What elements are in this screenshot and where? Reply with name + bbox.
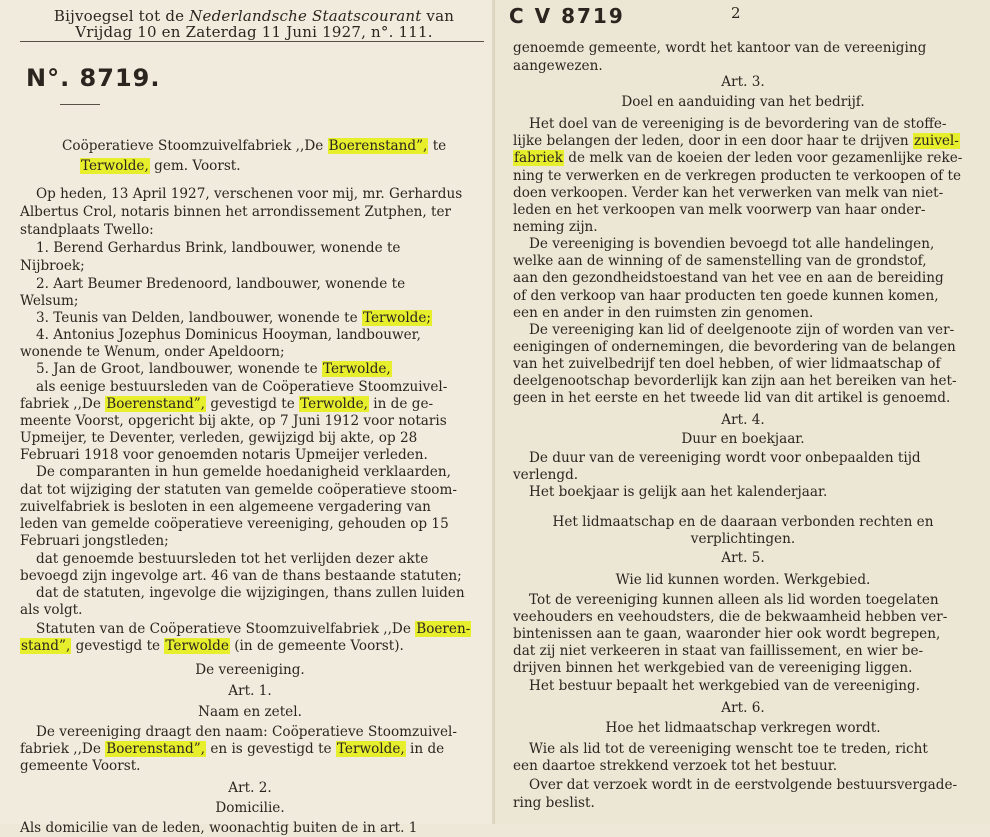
left-text-line bbox=[36, 724, 480, 741]
left-page bbox=[0, 0, 495, 836]
line-text: Naam en zetel. bbox=[198, 704, 302, 720]
gazette-header bbox=[28, 8, 480, 40]
highlighted-term: Terwolde bbox=[165, 638, 229, 654]
highlighted-term: Boerenstand”, bbox=[106, 396, 205, 412]
header-line1-a: Bijvoegsel tot de bbox=[53, 7, 190, 25]
line-text: 3. Teunis van Delden, landbouwer, wonende te bbox=[36, 310, 362, 326]
line-text: Welsum; bbox=[20, 293, 79, 309]
line-text: Nijbroek; bbox=[20, 258, 85, 274]
left-text-line bbox=[36, 276, 480, 293]
left-text-line bbox=[20, 258, 480, 275]
line-text: Tot de vereeniging kunnen alleen als lid worden toegelaten bbox=[529, 592, 939, 608]
line-text: gevestigd te bbox=[71, 638, 165, 654]
highlighted-term: Boerenstand”, bbox=[328, 138, 428, 154]
line-text: De vereeniging draagt den naam: Coöperatieve Stoomzuivel- bbox=[36, 724, 457, 740]
header-rule bbox=[20, 41, 484, 42]
left-text-line bbox=[20, 482, 480, 499]
line-text: De comparanten in hun gemelde hoedanigheid verklaarden, bbox=[36, 464, 451, 480]
line-text: Art. 1. bbox=[228, 683, 272, 699]
right-text-line bbox=[513, 660, 977, 677]
document-code: C V 8719 bbox=[509, 4, 625, 28]
right-text-line bbox=[513, 253, 977, 270]
right-text-line bbox=[529, 592, 977, 609]
right-text-line bbox=[529, 236, 977, 253]
right-text-line bbox=[513, 74, 973, 91]
left-text-line bbox=[20, 758, 480, 775]
line-text: Wie lid kunnen worden. Werkgebied. bbox=[615, 572, 871, 588]
left-text-line bbox=[36, 186, 480, 203]
line-text: gem. Voorst. bbox=[149, 158, 241, 174]
right-text-line bbox=[513, 467, 977, 484]
line-text: Het bestuur bepaalt het werkgebied van de vereeniging. bbox=[529, 678, 921, 694]
line-text: fabriek ,,De bbox=[20, 396, 106, 412]
highlighted-term: zuivel- bbox=[913, 133, 959, 149]
line-text: geen in het eerste en het tweede lid van dit artikel is genoemd. bbox=[513, 390, 951, 406]
left-text-line bbox=[20, 447, 480, 464]
left-text-line bbox=[20, 396, 480, 413]
left-text-line bbox=[20, 800, 480, 817]
line-text: lijke belangen der leden, door in een door haar te drijven bbox=[513, 133, 913, 149]
highlighted-term: Terwolde, bbox=[322, 361, 391, 377]
line-text: welke aan de winning of de samenstelling van de grondstof, bbox=[513, 253, 927, 269]
line-text: gemeente Voorst. bbox=[20, 758, 141, 774]
line-text: verplichtingen. bbox=[690, 531, 796, 547]
line-text: zuivelfabriek is besloten in een algemeene vergadering van bbox=[20, 499, 431, 515]
line-text: neming zijn. bbox=[513, 219, 598, 235]
left-text-line bbox=[62, 138, 482, 155]
left-text-line bbox=[20, 516, 480, 533]
header-line2: Vrijdag 10 en Zaterdag 11 Juni 1927, n°. 111. bbox=[75, 23, 433, 41]
highlighted-term: Terwolde, bbox=[300, 396, 368, 412]
line-text: de melk van de koeien der leden voor gezamenlijke reke- bbox=[563, 150, 963, 166]
left-text-line bbox=[36, 310, 480, 327]
document-number: N°. 8719. bbox=[26, 64, 161, 92]
line-text: dat zij niet verkeeren in staat van faillissement, en wier be- bbox=[513, 643, 924, 659]
line-text: Het boekjaar is gelijk aan het kalenderjaar. bbox=[529, 484, 828, 500]
left-text-line bbox=[20, 222, 480, 239]
right-text-line bbox=[513, 758, 977, 775]
right-text-line bbox=[513, 431, 973, 448]
line-text: Februari jongstleden; bbox=[20, 533, 169, 549]
left-text-line bbox=[20, 413, 480, 430]
left-text-line bbox=[20, 204, 480, 221]
right-text-line bbox=[513, 168, 977, 185]
line-text: dat de statuten, ingevolge die wijzigingen, thans zullen luiden bbox=[36, 585, 465, 601]
left-text-line bbox=[20, 820, 480, 837]
line-text: 2. Aart Beumer Bredenoord, landbouwer, wonende te bbox=[36, 276, 406, 292]
highlighted-term: Terwolde, bbox=[81, 158, 149, 174]
line-text: bevoegd zijn ingevolge art. 46 van de thans bestaande statuten; bbox=[20, 568, 462, 584]
right-text-line bbox=[529, 777, 977, 794]
right-text-line bbox=[513, 202, 977, 219]
line-text: deelgenootschap bevorderlijk kan zijn aan het bereiken van het- bbox=[513, 373, 957, 389]
right-text-line bbox=[513, 40, 977, 57]
line-text: dat genoemde bestuursleden tot het verlijden dezer akte bbox=[36, 551, 429, 567]
right-text-line bbox=[513, 270, 977, 287]
left-text-line bbox=[36, 551, 480, 568]
line-text: 5. Jan de Groot, landbouwer, wonende te bbox=[36, 361, 322, 377]
line-text: ring beslist. bbox=[513, 795, 595, 811]
line-text: aan den gezondheidstoestand van het vee en aan de bereiding bbox=[513, 270, 944, 286]
right-text-line bbox=[513, 412, 973, 429]
line-text: bintenissen aan te gaan, waaronder hier ook wordt begrepen, bbox=[513, 626, 941, 642]
left-text-line bbox=[80, 158, 480, 175]
line-text: meente Voorst, opgericht bij akte, op 7 Juni 1912 voor notaris bbox=[20, 413, 447, 429]
right-text-line bbox=[529, 116, 977, 133]
line-text: een daartoe strekkend verzoek tot het bestuur. bbox=[513, 758, 838, 774]
line-text: veehouders en veehoudsters, die de bekwaamheid hebben ver- bbox=[513, 609, 948, 625]
right-text-line bbox=[513, 700, 973, 717]
right-text-line bbox=[513, 609, 977, 626]
line-text: De vereeniging. bbox=[195, 662, 305, 678]
line-text: Wie als lid tot de vereeniging wenscht toe te treden, richt bbox=[529, 741, 928, 757]
left-text-line bbox=[20, 704, 480, 721]
highlighted-term: Boerenstand”, bbox=[106, 741, 205, 757]
right-text-line bbox=[513, 720, 973, 737]
highlighted-term: stand”, bbox=[21, 638, 71, 654]
highlighted-term: fabriek bbox=[514, 150, 563, 166]
right-text-line bbox=[513, 305, 977, 322]
left-text-line bbox=[36, 240, 480, 257]
highlighted-term: Boeren- bbox=[416, 621, 471, 637]
line-text: als volgt. bbox=[20, 602, 83, 618]
line-text: 4. Antonius Jozephus Dominicus Hooyman, landbouwer, bbox=[36, 327, 421, 343]
right-text-line bbox=[529, 484, 977, 501]
line-text: ning te verwerken en de verkregen producten te verkoopen of te bbox=[513, 168, 962, 184]
left-text-line bbox=[20, 683, 480, 700]
line-text: Statuten van de Coöperatieve Stoomzuivelfabriek ,,De bbox=[36, 621, 416, 637]
right-text-line bbox=[513, 643, 977, 660]
line-text: 1. Berend Gerhardus Brink, landbouwer, wonende te bbox=[36, 240, 401, 256]
line-text: Art. 4. bbox=[721, 412, 765, 428]
line-text: Over dat verzoek wordt in de eerstvolgende bestuursvergade- bbox=[529, 777, 958, 793]
line-text: Upmeijer, te Deventer, verleden, gewijzigd bij akte, op 28 bbox=[20, 430, 418, 446]
line-text: leden van gemelde coöperatieve vereeniging, gehouden op 15 bbox=[20, 516, 449, 532]
left-text-line bbox=[20, 638, 480, 655]
right-text-line bbox=[513, 626, 977, 643]
highlighted-term: Terwolde, bbox=[336, 741, 405, 757]
line-text: Art. 3. bbox=[721, 74, 765, 90]
line-text: Albertus Crol, notaris binnen het arrondissement Zutphen, ter bbox=[20, 204, 452, 220]
left-text-line bbox=[20, 293, 480, 310]
line-text: Duur en boekjaar. bbox=[681, 431, 805, 447]
right-text-line bbox=[529, 322, 977, 339]
left-text-line bbox=[20, 780, 480, 797]
right-text-line bbox=[513, 373, 977, 390]
left-text-line bbox=[20, 533, 480, 550]
line-text: Als domicilie van de leden, woonachtig buiten de in art. 1 bbox=[20, 820, 418, 836]
right-text-line bbox=[529, 450, 977, 467]
line-text: te bbox=[428, 138, 447, 154]
line-text: Art. 2. bbox=[228, 780, 272, 796]
line-text: Coöperatieve Stoomzuivelfabriek ,,De bbox=[62, 138, 328, 154]
line-text: een en ander in den ruimsten zin genomen. bbox=[513, 305, 814, 321]
left-text-line bbox=[36, 327, 480, 344]
left-text-line bbox=[20, 499, 480, 516]
line-text: (in de gemeente Voorst). bbox=[229, 638, 404, 654]
title-rule bbox=[60, 104, 100, 105]
right-text-line bbox=[513, 94, 973, 111]
right-text-line bbox=[513, 185, 977, 202]
line-text: genoemde gemeente, wordt het kantoor van de vereeniging bbox=[513, 40, 927, 56]
line-text: Februari 1918 voor genoemden notaris Upmeijer verleden. bbox=[20, 447, 428, 463]
right-text-line bbox=[513, 795, 977, 812]
left-text-line bbox=[20, 662, 480, 679]
left-text-line bbox=[20, 602, 480, 619]
left-text-line bbox=[20, 741, 480, 758]
line-text: De duur van de vereeniging wordt voor onbepaalden tijd bbox=[529, 450, 921, 466]
right-text-line bbox=[513, 390, 977, 407]
left-text-line bbox=[36, 361, 480, 378]
right-text-line bbox=[513, 514, 973, 531]
header-line1-b: van bbox=[421, 7, 455, 25]
right-text-line bbox=[513, 550, 973, 567]
page-number: 2 bbox=[731, 4, 741, 22]
right-text-line bbox=[513, 356, 977, 373]
left-text-line bbox=[36, 585, 480, 602]
right-text-line bbox=[513, 219, 977, 236]
right-text-line bbox=[513, 339, 977, 356]
line-text: gevestigd te bbox=[206, 396, 300, 412]
line-text: Op heden, 13 April 1927, verschenen voor mij, mr. Gerhardus bbox=[36, 186, 463, 202]
highlighted-term: Terwolde; bbox=[362, 310, 432, 326]
line-text: dat tot wijziging der statuten van gemelde coöperatieve stoom- bbox=[20, 482, 457, 498]
right-text-line bbox=[529, 741, 977, 758]
line-text: of den verkoop van haar producten ten goede kunnen komen, bbox=[513, 288, 939, 304]
line-text: en is gevestigd te bbox=[206, 741, 336, 757]
line-text: aangewezen. bbox=[513, 58, 603, 74]
line-text: doen verkoopen. Verder kan het verwerken van melk van niet- bbox=[513, 185, 944, 201]
line-text: leden en het verkoopen van melk voorwerp van haar onder- bbox=[513, 202, 926, 218]
line-text: als eenige bestuursleden van de Coöperatieve Stoomzuivel- bbox=[36, 379, 448, 395]
line-text: eenigingen of ondernemingen, die bevordering van de belangen bbox=[513, 339, 956, 355]
left-text-line bbox=[36, 379, 480, 396]
line-text: wonende te Wenum, onder Apeldoorn; bbox=[20, 344, 285, 360]
left-text-line bbox=[20, 430, 480, 447]
right-text-line bbox=[513, 150, 977, 167]
line-text: van het zuivelbedrijf ten doel hebben, of wier lidmaatschap of bbox=[513, 356, 941, 372]
left-text-line bbox=[36, 621, 480, 638]
left-text-line bbox=[20, 344, 480, 361]
right-text-line bbox=[513, 133, 977, 150]
line-text: Domicilie. bbox=[215, 800, 285, 816]
right-text-line bbox=[513, 531, 973, 548]
right-page bbox=[495, 0, 990, 824]
line-text: standplaats Twello: bbox=[20, 222, 154, 238]
line-text: De vereeniging is bovendien bevoegd tot alle handelingen, bbox=[529, 236, 935, 252]
line-text: Art. 6. bbox=[721, 700, 765, 716]
line-text: in de ge- bbox=[368, 396, 434, 412]
right-text-line bbox=[529, 678, 977, 695]
line-text: Het doel van de vereeniging is de bevordering van de stoffe- bbox=[529, 116, 947, 132]
line-text: Het lidmaatschap en de daaraan verbonden rechten en bbox=[552, 514, 934, 530]
left-text-line bbox=[20, 568, 480, 585]
line-text: verlengd. bbox=[513, 467, 579, 483]
right-text-line bbox=[513, 288, 977, 305]
line-text: in de bbox=[405, 741, 445, 757]
line-text: drijven binnen het werkgebied van de vereeniging liggen. bbox=[513, 660, 913, 676]
right-text-line bbox=[513, 58, 977, 75]
line-text: fabriek ,,De bbox=[20, 741, 106, 757]
line-text: Art. 5. bbox=[721, 550, 765, 566]
right-text-line bbox=[513, 572, 973, 589]
header-line1-italic: Nederlandsche Staatscourant bbox=[189, 7, 422, 25]
line-text: De vereeniging kan lid of deelgenoote zijn of worden van ver- bbox=[529, 322, 955, 338]
line-text: Doel en aanduiding van het bedrijf. bbox=[621, 94, 865, 110]
left-text-line bbox=[36, 464, 480, 481]
line-text: Hoe het lidmaatschap verkregen wordt. bbox=[605, 720, 881, 736]
